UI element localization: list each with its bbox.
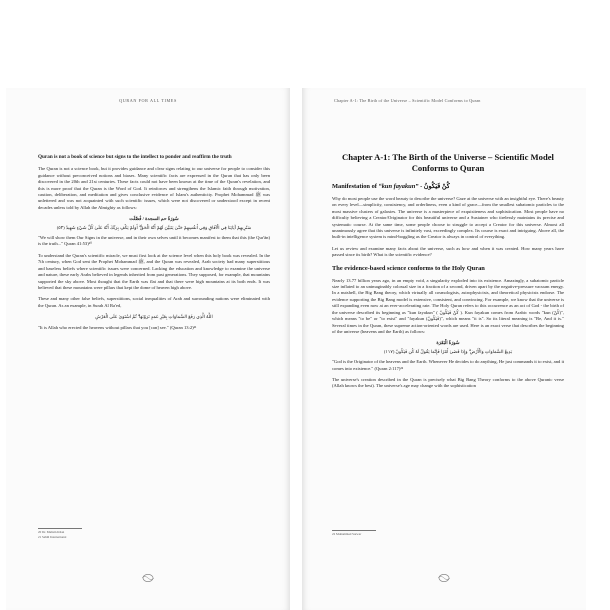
chapter-title: Chapter A-1: The Birth of the Universe – Scientific Model Conforms to Quran [342,152,554,173]
paragraph: Let us review and examine many facts about the universe, such as how and when it was created. How many years have passed since its birth? What is the scientific evidence? [332,245,564,258]
footnote-divider [332,530,376,531]
footnote: 21 Sahih International [38,535,67,539]
arabic-verse: بَدِيعُ السَّمَاوَاتِ وَالْأَرْضِ ۖ وَإِذَا قَضَىٰ أَمْرًا فَإِنَّمَا يَقُولُ لَهُ كُن فَيَكُونُ (١١٧) [383,348,513,354]
verse-translation: "It is Allah who erected the heavens without pillars that you [can] see." (Quran 13:2)²¹ [38,324,197,330]
verse-translation: "We will show them Our Signs in the universe, and in their own selves until it becomes manifest to them that this (the Qur'ān) is the truth..." Quran 41:53)²⁰ [38,235,270,247]
section-heading [332,183,564,191]
arabic-verse: سَنُرِيهِمْ آيَاتِنَا فِي الْآفَاقِ وَفِي أَنفُسِهِمْ حَتَّىٰ يَتَبَيَّنَ لَهُمْ أَنَّهُ الْحَقُّ ۗ أَوَلَمْ يَكْفِ بِرَبِّكَ أَنَّهُ عَلَىٰ كُلِّ شَيْءٍ شَهِيدٌ (٥٣) [56,224,252,230]
section-heading: The evidence-based science conforms to the Holy Quran [332,264,485,272]
paragraph: Why do most people use the word beauty to describe the universe? Gaze at the universe with an insightful eye. There's beauty on every level—simplicity, consistency, and orderliness, even a kind of grace—from the smallest subatomic particles to the most massive clusters of galaxies. The universe is a masterpiece of exquisiteness and sophistication. Most people have no difficulty believing a Creator/Originator for this beautiful universe and a Sustainer who tirelessly maintains its precise and systematic course. At the same time, some people choose to struggle to accept a Creator for this universe. Almost all unanimously agree that this universe is infinitely vast, exceedingly complex. Its course is exact and intriguing. Above all, the built-in intelligence system is mind-boggling as the Creator is always in control of everything. [332,196,564,240]
heading-italic: “kun fayakun” [378,183,419,190]
surah-name: سُورَةُ الْبَقَرَة [436,340,460,346]
section-heading: Quran is not a book of science but signs to the intellect to ponder and reaffirm the truth [38,154,232,160]
left-page [6,88,290,610]
paragraph: The universe's creation described in the Quran is precisely what Big Bang Theory conforms to the above Quranic verse (Allah knows the best). The universe's age may change with the sophistication [332,376,564,389]
verse-translation: "God is the Originator of the heavens and the Earth. Whenever He decides to do anything, He just commands it to exist, and it comes into existence." (Quran 2:117)²² [332,359,564,371]
surah-name: سُورَةُ حم السجدة / فُصِّلَت [129,216,179,222]
left-page-content [38,154,270,336]
footnotes [332,532,361,537]
paragraph: Nearly 13.77 billion years ago, in an empty void, a singularity exploded into its existence. Amazingly, a subatomic particle size inflated to an unimaginably colossal size in a fraction of a second, driven apart by the negative-pressure vacuum energy. In a nutshell, the Big Bang theory, which virtually all cosmologists, astrophysicists, and theoretical physicists endorse. The evidence supporting the Big Bang model is extensive, consistent, and convincing. For example, we know that the universe is still expanding even now at an ever-accelerating rate. The Holy Quran refers to this occurrence as an act of God - the birth of the universe described its beginning as "kun fayakun" ( كُنْ فَيَكُونُ ). Kun fayakun comes from Arabic words "kun (كُنْ)", which means "to be" or "to exist" and "fayakun (فَيَكُونُ)", which means "it is". So its literal meaning is "Be, And it is." Several times in the Quran, these supreme action-oriented words are used. Here is an exact verse that describes the beginning of the universe (heavens and the Earth) as follows: [332,277,565,334]
paragraph: To understand the Quran's scientific miracle, we must first look at the science level when this holy book was revealed. In the 7th century, when God sent the Prophet Mohammad ﷺ, and the Quran was revealed, Arab society had many superstitious and baseless beliefs where scientific issues were concerned. Lacking the education and knowledge to examine the universe and nature, these early Arabs believed in legends inherited from past generations. They supposed, for example, that mountains supported the sky above. Most thought that the Earth was flat and that there were high mountains at its both ends. It was believed that these mountains were pillars that kept the dome of heaven high above. [38,252,270,290]
page-number-ornament [140,570,156,580]
page-number-ornament [436,570,452,580]
arabic-verse: اللَّهُ الَّذِي رَفَعَ السَّمَاوَاتِ بِغَيْرِ عَمَدٍ تَرَوْنَهَا ۖ ثُمَّ اسْتَوَىٰ عَلَى الْعَرْشِ [95,314,213,320]
footnote-divider [38,528,82,529]
heading-text: Manifestation of [332,183,379,190]
right-page [302,88,586,610]
footnote: 22 Mohammad Sarwar [332,532,362,536]
paragraph: The Quran is not a science book, but it provides guidance and clear signs relating to our universe for people to consider this guidance without preconceived notions and biases. Many scientific facts are expressed in the Quran that has only been discovered in the 20th and 21st centuries. These facts could not have been known at the time of the Quran's revelation, and this is more proof that the Quran is the Word of God. It reinforces and strengthens the Islamic faith through motivation, caution, deliberation, and meditation and gives conclusive evidence of Islam's authenticity. Prophet Mohammad ﷺ was unlettered and was not acquainted with such scientific issues, which were not discovered or understood except in recent decades unless told by Allah the Almighty as follows: [38,166,270,210]
running-head: Chapter A-1: The Birth of the Universe – Scientific Model Conforms to Quran [334,98,481,103]
paragraph: These and many other false beliefs, superstitions, social inequalities of Arab and surrounding nations were eliminated with the Quran. As an example, in Surah Al Ra'ed, [38,296,270,308]
footnote: 20 Dr. Muhsin Khan [38,530,65,534]
footnotes [38,530,66,540]
running-head: QURAN FOR ALL TIMES [119,98,177,103]
heading-arabic: - كُنْ فَيَكُونُ [418,183,450,190]
right-page-content [332,152,564,395]
